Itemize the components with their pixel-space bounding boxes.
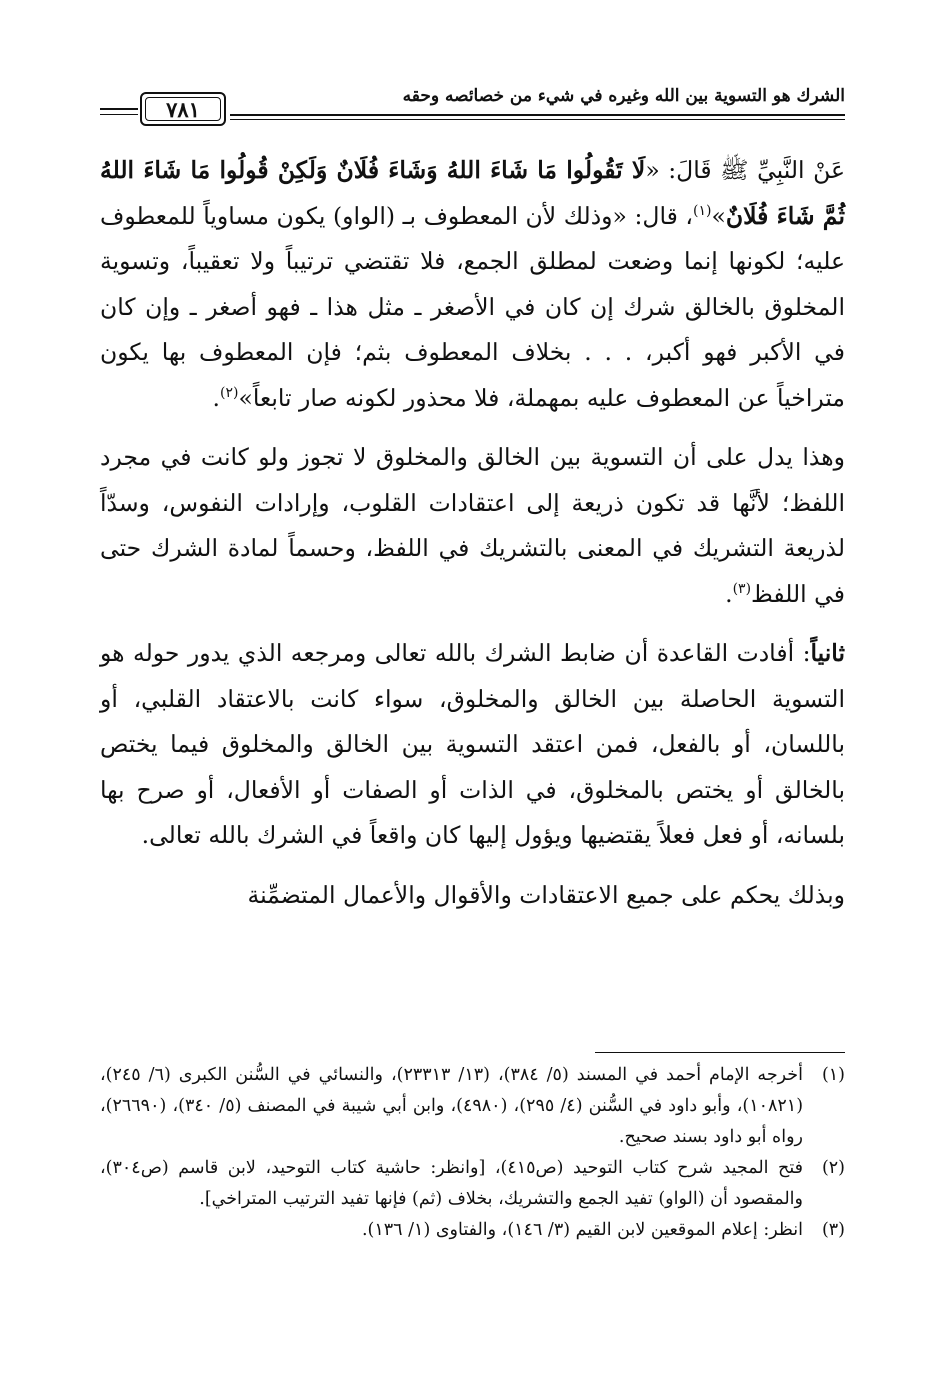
paragraph-2	[100, 435, 845, 617]
paragraph-4	[100, 873, 845, 919]
header-rule-thin	[230, 119, 845, 120]
hadith-quote: لَا تَقُولُوا مَا شَاءَ اللهُ وَشَاءَ فُلَانٌ وَلَكِنْ قُولُوا مَا شَاءَ اللهُ ثُمَّ شَاءَ فُلَانٌ	[100, 156, 845, 230]
paragraph-3	[100, 631, 845, 859]
header-rule-left	[100, 108, 138, 110]
text-run: : أفادت القاعدة أن ضابط الشرك بالله تعالى ومرجعه الذي يدور حوله هو التسوية الحاصلة بين الخالق والمخلوق، سواء كانت بالاعتقاد القلبي، أو باللسان، أو بالفعل، فمن اعتقد التسوية بين الخالق والمخلوق فيما يختص بالخالق أو يختص بالمخلوق، في الذات أو الصفات أو الأفعال، أو صرح بها بلسانه، أو فعل فعلاً يقتضيها ويؤول إليها كان واقعاً في الشرك بالله تعالى.	[100, 639, 845, 849]
footnote	[100, 1060, 845, 1153]
text-run: .	[212, 383, 220, 412]
page-number-frame	[140, 92, 226, 126]
paragraph-1	[100, 148, 845, 421]
page-number: ٧٨١	[166, 97, 200, 122]
footnote-text: فتح المجيد شرح كتاب التوحيد (ص٤١٥)، [وانظر: حاشية كتاب التوحيد، لابن قاسم (ص٣٠٤)، والمقصود أن (الواو) تفيد الجمع والتشريك، بخلاف (ثم) فإنها تفيد الترتيب المتراخي].	[100, 1158, 804, 1209]
footnote-ref-2: (٢)	[220, 384, 239, 401]
text-run: .	[725, 579, 733, 608]
running-title: الشرك هو التسوية بين الله وغيره في شيء من خصائصه وحقه	[402, 86, 845, 106]
footnote-separator	[595, 1052, 845, 1053]
footnote-number: (٢)	[821, 1158, 845, 1178]
header-rule	[230, 114, 845, 116]
main-text	[100, 148, 845, 932]
footnote-text: أخرجه الإمام أحمد في المسند (٥/ ٣٨٤)، (١٣/ ٢٣٣١٣)، والنسائي في السُّنن الكبرى (٦/ ٢٤٥)، (١٠٨٢١)، وأبو داود في السُّنن (٤/ ٢٩٥)، (٤٩٨٠)، وابن أبي شيبة في المصنف (٥/ ٣٤٠)، (٢٦٦٩٠)، رواه أبو داود بسند صحيح.	[100, 1065, 804, 1147]
header-rule-left-thin	[100, 114, 138, 115]
footnote-ref-3: (٣)	[732, 580, 752, 597]
footnote-number: (٣)	[821, 1220, 845, 1240]
text-run: وبذلك يحكم على جميع الاعتقادات والأقوال والأعمال المتضمِّنة	[247, 880, 845, 909]
page-header	[100, 80, 845, 130]
footnote-number: (١)	[821, 1065, 845, 1085]
text-run: عَنْ النَّبِيِّ ﷺ قَالَ: «	[645, 156, 846, 184]
footnote	[100, 1153, 845, 1215]
footnote-text: انظر: إعلام الموقعين لابن القيم (٣/ ١٤٦)، والفتاوى (١/ ١٣٦).	[361, 1220, 803, 1240]
footnotes	[100, 1060, 845, 1246]
footnote	[100, 1215, 845, 1246]
text-run: »	[711, 201, 726, 230]
text-run: ، قال: «وذلك لأن المعطوف بـ (الواو) يكون مساوياً للمعطوف عليه؛ لكونها إنما وضعت لمطلق الجمع، فلا تقتضي ترتيباً ولا تعقيباً، وتسوية المخلوق بالخالق شرك إن كان في الأصغر ـ مثل هذا ـ فهو أصغر ـ وإن كان في الأكبر فهو أكبر، . . . بخلاف المعطوف بثم؛ فإن المعطوف بها يكون متراخياً عن المعطوف عليه بمهملة، فلا محذور لكونه صار تابعاً»	[100, 201, 845, 412]
text-run: وهذا يدل على أن التسوية بين الخالق والمخلوق لا تجوز ولو كانت في مجرد اللفظ؛ لأنَّها قد تكون ذريعة إلى اعتقادات القلوب، وإرادات النفوس، وسدّاً لذريعة التشريك في المعنى بالتشريك في اللفظ، وحسماً لمادة الشرك حتى في اللفظ	[100, 443, 845, 608]
footnote-ref-1: (١)	[693, 202, 712, 219]
section-lead: ثانياً	[810, 639, 845, 667]
